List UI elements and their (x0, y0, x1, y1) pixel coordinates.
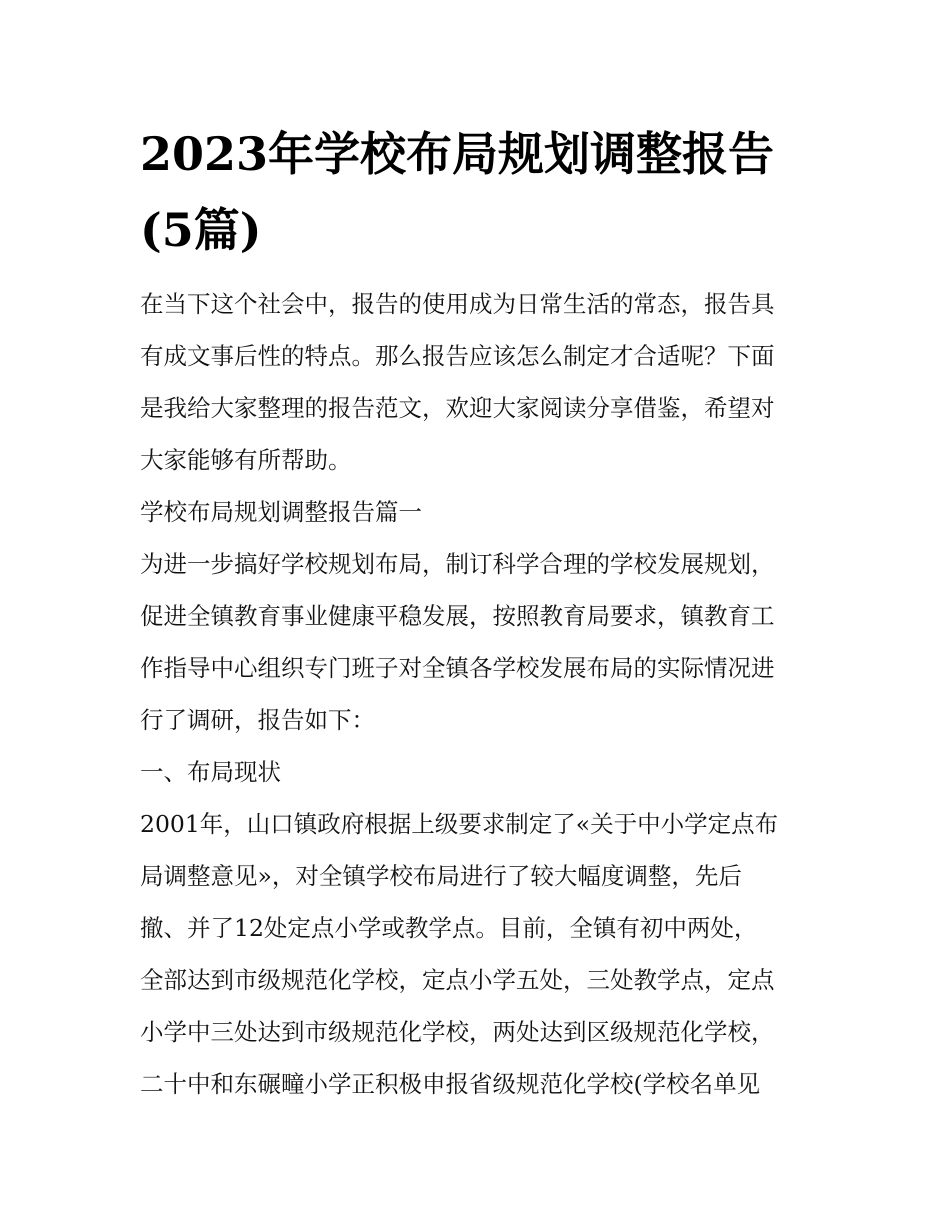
text-line: 二十中和东碾疃小学正积极申报省级规范化学校(学校名单见 (140, 1070, 761, 1098)
section-heading: 学校布局规划调整报告篇一 (140, 498, 422, 526)
text-line: 撤、并了12处定点小学或教学点。目前，全镇有初中两处， (140, 914, 758, 942)
title-line-2: (5篇) (140, 203, 262, 257)
text-line: 行了调研，报告如下： (140, 706, 375, 734)
text-line: 局调整意见»，对全镇学校布局进行了较大幅度调整，先后 (140, 862, 742, 890)
text-line: 大家能够有所帮助。 (140, 446, 352, 474)
text-line: 促进全镇教育事业健康平稳发展，按照教育局要求，镇教育工 (140, 602, 775, 630)
text-line: 作指导中心组织专门班子对全镇各学校发展布局的实际情况进 (140, 654, 775, 682)
text-line: 在当下这个社会中，报告的使用成为日常生活的常态，报告具 (140, 290, 775, 318)
title-line-1: 2023年学校布局规划调整报告 (140, 127, 775, 181)
text-line: 是我给大家整理的报告范文，欢迎大家阅读分享借鉴，希望对 (140, 394, 775, 422)
subsection-heading: 一、布局现状 (140, 758, 281, 786)
document-title (140, 116, 820, 268)
document-body (140, 278, 830, 1110)
text-line: 小学中三处达到市级规范化学校，两处达到区级规范化学校， (140, 1018, 775, 1046)
text-line: 有成文事后性的特点。那么报告应该怎么制定才合适呢？下面 (140, 342, 775, 370)
text-line: 为进一步搞好学校规划布局，制订科学合理的学校发展规划， (140, 550, 775, 578)
text-line: 2001年，山口镇政府根据上级要求制定了«关于中小学定点布 (140, 810, 779, 838)
text-line: 全部达到市级规范化学校，定点小学五处，三处教学点，定点 (140, 966, 775, 994)
